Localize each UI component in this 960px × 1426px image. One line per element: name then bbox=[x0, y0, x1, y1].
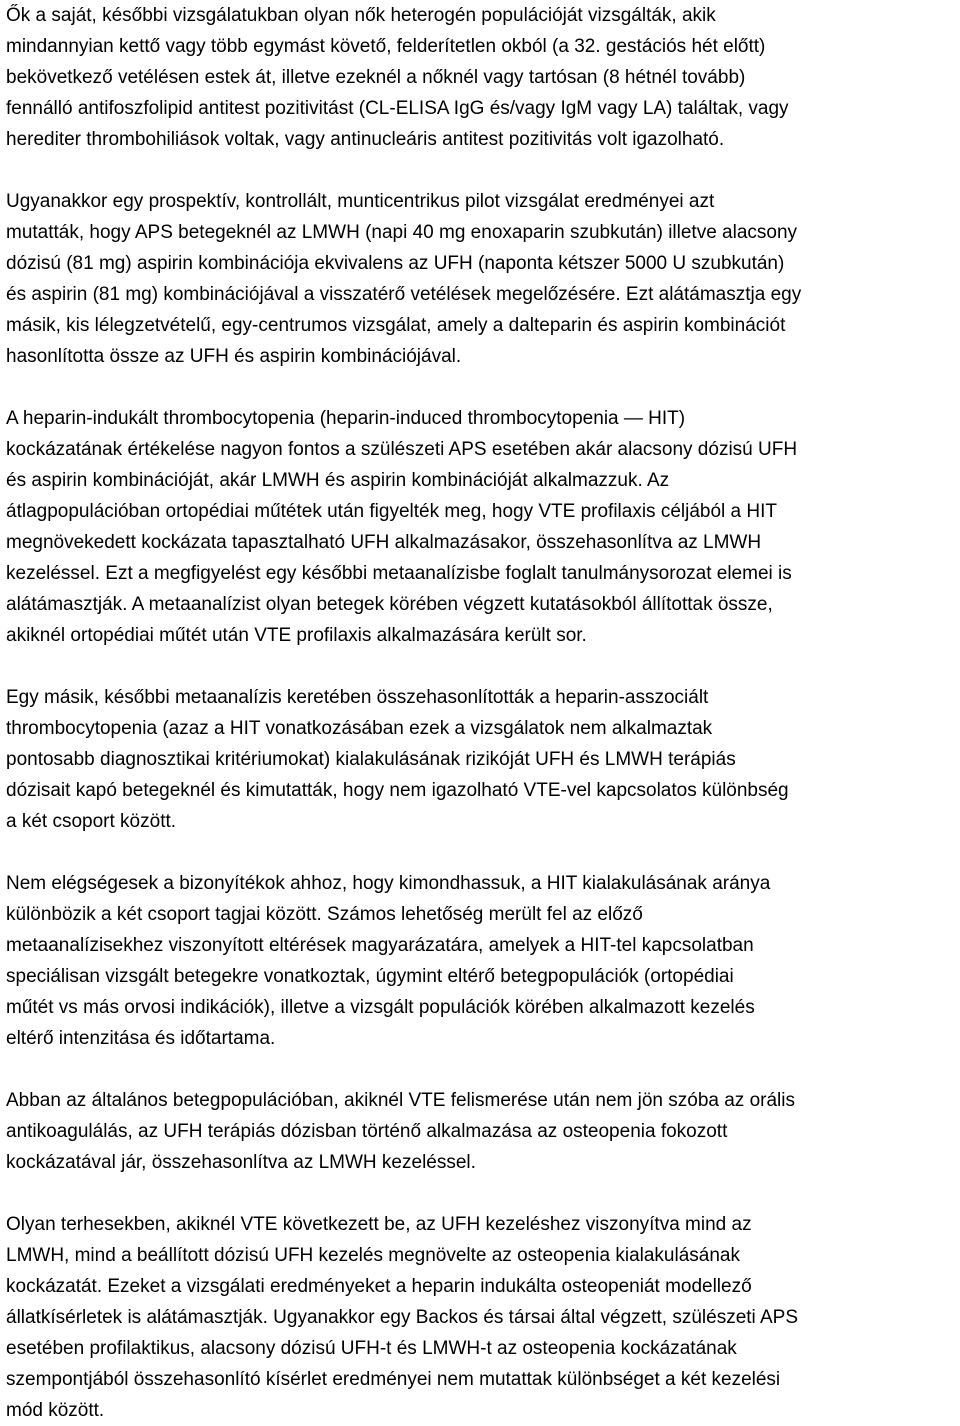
text-line: Ugyanakkor egy prospektív, kontrollált, munticentrikus pilot vizsgálat eredményei azt bbox=[6, 191, 715, 212]
text-line: bekövetkező vetélésen estek át, illetve ezeknél a nőknél vagy tartósan (8 hétnél tovább) bbox=[6, 67, 746, 88]
text-line: A heparin-indukált thrombocytopenia (heparin-induced thrombocytopenia — HIT) bbox=[6, 408, 686, 429]
document-page bbox=[6, 0, 956, 1426]
text-line: különbözik a két csoport tagjai között. Számos lehetőség merült fel az előző bbox=[6, 904, 643, 925]
paragraph-gap bbox=[6, 651, 956, 682]
text-line: alátámasztják. A metaanalízist olyan betegek körében végzett kutatásokból állítottak össze, bbox=[6, 594, 773, 615]
paragraph-gap bbox=[6, 155, 956, 186]
text-line: mód között. bbox=[6, 1400, 105, 1421]
paragraph-gap bbox=[6, 1054, 956, 1085]
text-line: a két csoport között. bbox=[6, 811, 177, 832]
text-line: Olyan terhesekben, akiknél VTE következett be, az UFH kezeléshez viszonyítva mind az bbox=[6, 1214, 752, 1235]
text-line: dózisait kapó betegeknél és kimutatták, hogy nem igazolható VTE-vel kapcsolatos különbség bbox=[6, 780, 789, 801]
text-line: állatkísérletek is alátámasztják. Ugyanakkor egy Backos és társai által végzett, szülészeti APS bbox=[6, 1307, 799, 1328]
text-line: Abban az általános betegpopulációban, akiknél VTE felismerése után nem jön szóba az orális bbox=[6, 1090, 795, 1111]
text-line: mutatták, hogy APS betegeknél az LMWH (napi 40 mg enoxaparin szubkután) illetve alacsony bbox=[6, 222, 798, 243]
text-line: és aspirin kombinációját, akár LMWH és aspirin kombinációját alkalmazzuk. Az bbox=[6, 470, 670, 491]
paragraph-2 bbox=[6, 186, 956, 372]
paragraph-4 bbox=[6, 682, 956, 837]
text-line: kockázatát. Ezeket a vizsgálati eredményeket a heparin indukálta osteopeniát modellező bbox=[6, 1276, 752, 1297]
text-line: megnövekedett kockázata tapasztalható UFH alkalmazásakor, összehasonlítva az LMWH bbox=[6, 532, 762, 553]
paragraph-5 bbox=[6, 868, 956, 1054]
paragraph-7 bbox=[6, 1209, 956, 1426]
paragraph-6 bbox=[6, 1085, 956, 1178]
paragraph-3 bbox=[6, 403, 956, 651]
text-line: Ők a saját, későbbi vizsgálatukban olyan nők heterogén populációját vizsgálták, akik bbox=[6, 5, 716, 26]
text-line: fennálló antifoszfolipid antitest pozitivitást (CL-ELISA IgG és/vagy IgM vagy LA) találtak, vagy bbox=[6, 98, 789, 119]
text-line: átlagpopulációban ortopédiai műtétek után figyelték meg, hogy VTE profilaxis céljából a HIT bbox=[6, 501, 777, 522]
text-line: speciálisan vizsgált betegekre vonatkoztak, úgymint eltérő betegpopulációk (ortopédiai bbox=[6, 966, 734, 987]
text-line: akiknél ortopédiai műtét után VTE profilaxis alkalmazására került sor. bbox=[6, 625, 587, 646]
text-line: antikoagulálás, az UFH terápiás dózisban történő alkalmazása az osteopenia fokozott bbox=[6, 1121, 728, 1142]
text-line: kezeléssel. Ezt a megfigyelést egy későbbi metaanalízisbe foglalt tanulmánysorozat elemei is bbox=[6, 563, 792, 584]
paragraph-gap bbox=[6, 1178, 956, 1209]
text-line: műtét vs más orvosi indikációk), illetve a vizsgált populációk körében alkalmazott kezelés bbox=[6, 997, 755, 1018]
text-line: Egy másik, későbbi metaanalízis keretében összehasonlították a heparin-asszociált bbox=[6, 687, 709, 708]
text-line: metaanalízisekhez viszonyított eltérések magyarázatára, amelyek a HIT-tel kapcsolatban bbox=[6, 935, 754, 956]
text-line: herediter thrombohiliások voltak, vagy antinucleáris antitest pozitivitás volt igazolható. bbox=[6, 129, 725, 150]
paragraph-gap bbox=[6, 372, 956, 403]
text-line: szempontjából összehasonlító kísérlet eredményei nem mutattak különbséget a két kezelési bbox=[6, 1369, 781, 1390]
text-line: kockázatának értékelése nagyon fontos a szülészeti APS esetében akár alacsony dózisú UFH bbox=[6, 439, 798, 460]
text-line: és aspirin (81 mg) kombinációjával a visszatérő vetélések megelőzésére. Ezt alátámasztja egy bbox=[6, 284, 802, 305]
text-line: thrombocytopenia (azaz a HIT vonatkozásában ezek a vizsgálatok nem alkalmaztak bbox=[6, 718, 713, 739]
text-line: pontosabb diagnosztikai kritériumokat) kialakulásának rizikóját UFH és LMWH terápiás bbox=[6, 749, 736, 770]
text-line: dózisú (81 mg) aspirin kombinációja ekvivalens az UFH (naponta kétszer 5000 U szubkután) bbox=[6, 253, 785, 274]
paragraph-1 bbox=[6, 0, 956, 155]
text-line: LMWH, mind a beállított dózisú UFH kezelés megnövelte az osteopenia kialakulásának bbox=[6, 1245, 740, 1266]
text-line: eltérő intenzitása és időtartama. bbox=[6, 1028, 276, 1049]
text-line: másik, kis lélegzetvételű, egy-centrumos vizsgálat, amely a dalteparin és aspirin kombinációt bbox=[6, 315, 786, 336]
text-line: mindannyian kettő vagy több egymást követő, felderítetlen okból (a 32. gestációs hét előtt) bbox=[6, 36, 766, 57]
text-line: kockázatával jár, összehasonlítva az LMWH kezeléssel. bbox=[6, 1152, 476, 1173]
text-line: Nem elégségesek a bizonyítékok ahhoz, hogy kimondhassuk, a HIT kialakulásának aránya bbox=[6, 873, 771, 894]
text-line: hasonlította össze az UFH és aspirin kombinációjával. bbox=[6, 346, 462, 367]
text-line: esetében profilaktikus, alacsony dózisú UFH-t és LMWH-t az osteopenia kockázatának bbox=[6, 1338, 737, 1359]
paragraph-gap bbox=[6, 837, 956, 868]
